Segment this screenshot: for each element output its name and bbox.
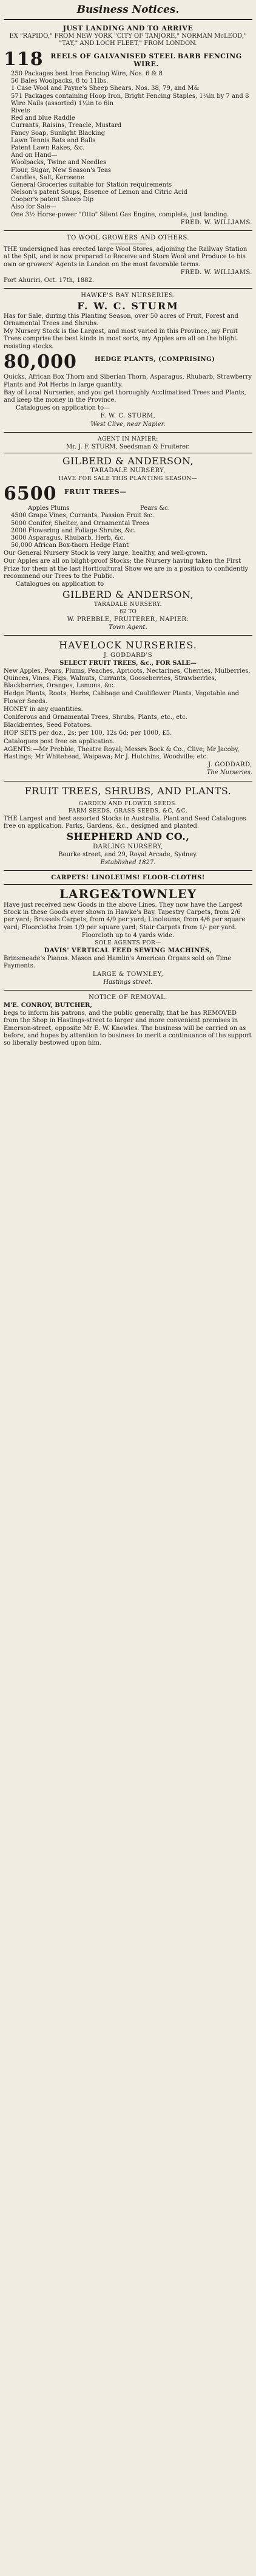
list-item: 50,000 African Box-thorn Hedge Plant (11, 542, 129, 549)
list-item: 571 Packages containing Hoop Iron, Bright Fencing Staples, 1¼in by 7 and 8 (11, 92, 249, 100)
agents-list: AGENTS:—Mr Prebble, Theatre Royal; Messrs Bock & Co., Clive; Mr Jacoby, Hastings; Mr Whitehead, Waipawa; Mr J. Hutchins, Woodville; etc. (4, 746, 240, 760)
list-item: Lawn Tennis Bats and Balls (11, 137, 96, 144)
list-item: 1 Case Wool and Payne's Sheep Shears, Nos. 38, 79, and M& (11, 85, 200, 92)
brand-name: LARGE&TOWNLEY (59, 886, 197, 901)
ad-body: THE undersigned has erected large Wool Stores, adjoining the Railway Station at the Spit, and is now prepared to Receive and Store Wool and Produce to his own or growers' Agents in London on the most favorable terms. (4, 246, 248, 268)
lead-item (4, 49, 252, 71)
address-number: 62 TO (120, 608, 136, 615)
divider (4, 230, 252, 231)
ad-headline: HAWKE'S BAY NURSERIES. (81, 292, 175, 300)
divider (4, 635, 252, 636)
ad-body: New Apples, Pears, Plums, Peaches, Apricots, Nectarines, Cherries, Mulberries, Quinces, Vines, Figs, Walnuts, Currants, Gooseberries, Strawberries, Blackberries, Oranges, Lemons, &c. (4, 667, 251, 690)
list-item: 250 Packages best Iron Fencing Wire, Nos. 6 & 8 (11, 70, 163, 78)
ad-body: Blackberries, Seed Potatoes. (4, 722, 92, 729)
list-item: Flour, Sugar, New Season's Teas (11, 167, 112, 174)
ad-headline: FRUIT TREES, SHRUBS, AND PLANTS. (24, 785, 232, 797)
list-item: Rivets (11, 108, 30, 115)
signature: J. GODDARD, (208, 761, 252, 769)
list-item: One 3½ Horse-power "Otto" Silent Gas Engine, complete, just landing. (11, 211, 229, 218)
list-item: 5000 Conifer, Shelter, and Ornamental Trees (11, 520, 149, 527)
list-item: Fancy Soap, Sunlight Blacking (11, 129, 106, 137)
dateline: Port Ahuriri, Oct. 17th, 1882. (4, 276, 95, 284)
list-item: Woolpacks, Twine and Needles (11, 159, 107, 167)
ad-headline: NOTICE OF REMOVAL. (89, 994, 167, 1001)
ad-hawkes-bay-nurseries (4, 290, 252, 430)
business-name: M'E. CONROY, BUTCHER, (4, 1002, 92, 1009)
list-item: Patent Lawn Rakes, &c. (11, 144, 85, 151)
fruit-col: Apples Plums (28, 505, 70, 512)
catalogue-line: Catalogues on application to— (16, 405, 110, 412)
address: Bourke street, and 29, Royal Arcade, Sydney. (58, 851, 198, 859)
divider (4, 870, 252, 871)
ad-body: Coniferous and Ornamental Trees, Shrubs, Plants, etc., etc. (4, 714, 187, 721)
ad-body: Our Apples are all on blight-proof Stocks; the Nursery having taken the First Prize for them at the last Horticultural Show we are in a position to confidently recommend our Trees to the Public. (4, 558, 249, 580)
lead-quantity: 118 (4, 48, 44, 70)
agent-name: Mr. J. F. STURM, Seedsman & Fruiterer. (66, 443, 190, 450)
newspaper-page (0, 4, 256, 2576)
ad-wool-growers (4, 233, 252, 286)
signature: F. W. C. STURM, (100, 413, 156, 420)
ad-body: Our General Nursery Stock is very large, healthy, and well-grown. (4, 550, 207, 557)
ad-body: begs to inform his patrons, and the public generally, that he has REMOVED from the Shop in Hastings-street to larger and more convenient premises in Emerson-street, opposite Mr E. W. Knowles. The business will be carried on as before, and hopes by attention to business to merit a continuance of the support so liberally bestowed upon him. (4, 1010, 252, 1046)
sub-heading: GARDEN AND FLOWER SEEDS. (79, 801, 177, 808)
signature-sub: Hastings street. (103, 978, 153, 986)
signature-sub: The Nurseries. (206, 769, 252, 777)
ad-headline: CARPETS! LINOLEUMS! FLOOR-CLOTHS! (51, 874, 205, 882)
signature: GILBERD & ANDERSON, (62, 589, 194, 601)
sale-line: HAVE FOR SALE THIS PLANTING SEASON— (58, 475, 198, 482)
lead-item (4, 351, 252, 374)
lead-text: REELS OF GALVANISED STEEL BARB FENCING WIRE. (50, 52, 242, 68)
ad-body: Have just received new Goods in the above Lines. They now have the Largest Stock in these Goods ever shown in Hawke's Bay. Tapestry Carpets, from 2/6 per yard; Brussels Carpets, from 4/9 per yard; Linoleums, from 4/6 per square yard; Floorcloths from 1/9 per square yard; Stair Carpets from 1/- per yard. (4, 902, 246, 931)
firm-subtitle: TARADALE NURSERY. (93, 601, 163, 608)
firm-subtitle: TARADALE NURSERY, (90, 467, 166, 475)
firm-name: SHEPHERD AND CO., (66, 831, 190, 843)
ad-havelock-nurseries (4, 637, 252, 779)
list-item: 3000 Asparagus, Rhubarb, Herb, &c. (11, 534, 126, 541)
lead-text: HEDGE PLANTS, (COMPRISING) (95, 355, 215, 363)
list-item: Currants, Raisins, Treacle, Mustard (11, 122, 122, 129)
agents-heading: SOLE AGENTS FOR— (95, 939, 161, 946)
list-item: Nelson's patent Soups, Essence of Lemon and Citric Acid (11, 189, 187, 196)
list-item: 4500 Grape Vines, Currants, Passion Fruit &c. (11, 512, 155, 520)
ad-body: THE Largest and best assorted Stocks in Australia. Plant and Seed Catalogues free on application. Parks, Gardens, &c., designed and planted. (4, 816, 246, 830)
established: Established 1827. (100, 859, 156, 867)
town-agent: W. PREBBLE, FRUITERER, NAPIER: (67, 616, 189, 623)
agent-heading: AGENT IN NAPIER: (98, 436, 158, 442)
lead-quantity: 80,000 (4, 351, 77, 373)
firm-name: GILBERD & ANDERSON, (62, 455, 194, 467)
business-name: F. W. C. STURM (77, 300, 179, 312)
item-list (4, 512, 252, 549)
ad-body: Hedge Plants, Roots, Herbs, Cabbage and Cauliflower Plants, Vegetable and Flower Seeds. (4, 690, 240, 705)
signature: FRED. W. WILLIAMS. (180, 219, 252, 226)
ad-headline: JUST LANDING AND TO ARRIVE (62, 24, 194, 32)
list-item: Candles, Salt, Kerosene (11, 174, 84, 181)
divider (4, 990, 252, 991)
ship-list: EX "RAPIDO," FROM NEW YORK "CITY OF TANJORE," NORMAN McLEOD," "TAY," AND LOCH FLEET," FROM LONDON. (9, 33, 247, 47)
list-item: And on Hand— (11, 152, 58, 159)
ad-gilberd-anderson (4, 434, 252, 633)
address: West Clive, near Napier. (90, 421, 166, 428)
lead-text: FRUIT TREES— (64, 487, 127, 496)
business-name: J. GODDARD'S (103, 651, 153, 659)
list-item: Cooper's patent Sheep Dip (11, 196, 94, 204)
divider (4, 884, 252, 885)
fruit-col: Pears &c. (140, 505, 170, 512)
ad-note: Floorcloth up to 4 yards wide. (81, 932, 175, 939)
signature: FRED. W. WILLIAMS. (180, 269, 252, 276)
town-agent-label: Town Agent. (109, 623, 147, 631)
list-item: 2000 Flowering and Foliage Shrubs, &c. (11, 527, 136, 534)
ad-body: HONEY in any quantities. (4, 706, 83, 713)
ad-headline: TO WOOL GROWERS AND OTHERS. (66, 235, 190, 242)
catalogue-line: Catalogues on application to (16, 581, 104, 588)
ad-body: HOP SETS per doz., 2s; per 100, 12s 6d; per 1000, £5. (4, 730, 172, 737)
ad-body: Catalogues post free on application. (4, 738, 115, 745)
divider (4, 432, 252, 433)
ad-fred-williams-landing (4, 22, 252, 228)
list-item: Also for Sale— (11, 204, 56, 211)
list-item: General Groceries suitable for Station requirements (11, 181, 172, 188)
divider (4, 288, 252, 289)
divider (4, 19, 252, 20)
sub-heading: FARM SEEDS, GRASS SEEDS, &C, &C. (68, 808, 188, 815)
list-item: 50 Bales Woolpacks, 8 to 11lbs. (11, 78, 109, 85)
firm-subtitle: DARLING NURSERY, (93, 843, 163, 850)
ad-body: My Nursery Stock is the Largest, and most varied in this Province, my Fruit Trees comprise the best kinds in most sorts, my Apples are all on the blight resisting stocks. (4, 328, 238, 350)
lead-quantity: 6500 (4, 483, 57, 504)
ad-body: Quicks, African Box Thorn and Siberian Thorn, Asparagus, Rhubarb, Strawberry Plants and Pot Herbs in large quantity. (4, 374, 252, 388)
list-item: Red and blue Raddle (11, 115, 75, 122)
item-list (4, 70, 252, 219)
ad-body: Has for Sale, during this Planting Season, over 50 acres of Fruit, Forest and Ornamental Trees and Shrubs. (4, 312, 238, 328)
ad-notice-of-removal (4, 992, 252, 1049)
ad-body: Bay of Local Nurseries, and you get thoroughly Acclimatised Trees and Plants, and keep the money in the Province. (4, 389, 246, 404)
ad-body: Brinsmeade's Pianos. Mason and Hamlin's American Organs sold on Time Payments. (4, 955, 232, 970)
ad-title: SELECT FRUIT TREES, &c., FOR SALE— (59, 659, 197, 667)
ad-headline: HAVELOCK NURSERIES. (59, 639, 197, 651)
lead-item (4, 483, 252, 506)
ad-shepherd-co (4, 783, 252, 869)
ad-large-townley (4, 873, 252, 987)
list-item: Wire Nails (assorted) 1¼in to 6in (11, 100, 114, 107)
page-title: Business Notices. (76, 4, 180, 16)
fruit-columns (4, 505, 252, 512)
product-name: DAVIS' VERTICAL FEED SEWING MACHINES, (44, 947, 212, 954)
signature: LARGE & TOWNLEY, (92, 970, 164, 978)
